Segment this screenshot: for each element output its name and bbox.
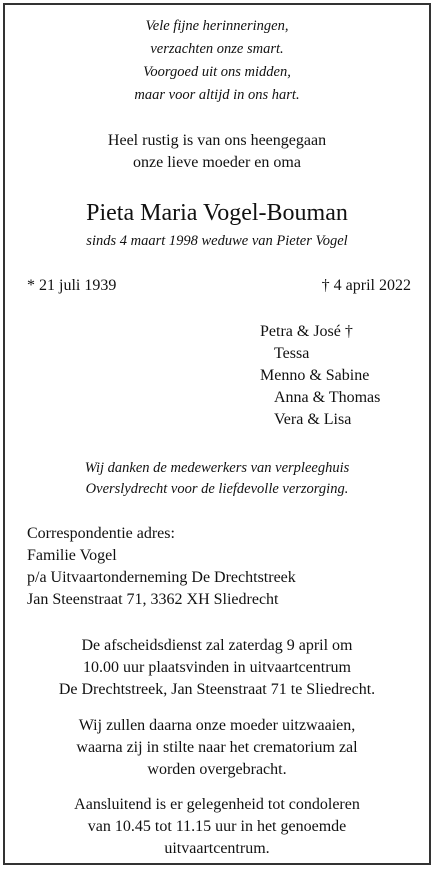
- condolence-line: van 10.45 tot 11.15 uur in het genoemde: [87, 818, 347, 835]
- condolence-details: [5, 794, 429, 860]
- service-line: De afscheidsdienst zal zaterdag 9 april om: [81, 637, 353, 654]
- obituary-card: [3, 3, 431, 865]
- poem-line: maar voor altijd in ons hart.: [134, 87, 300, 103]
- correspondence-address: [27, 523, 296, 611]
- condolence-line: uitvaartcentrum.: [164, 840, 270, 857]
- crematorium-line: waarna zij in stilte naar het crematorium zal: [76, 739, 358, 756]
- poem-line: verzachten onze smart.: [150, 41, 284, 57]
- family-member: Vera & Lisa: [274, 411, 352, 428]
- announcement-intro: [5, 130, 429, 174]
- family-list: [260, 321, 380, 431]
- address-line: Correspondentie adres:: [27, 525, 175, 542]
- poem-line: Vele fijne herinneringen,: [145, 18, 289, 34]
- address-line: Jan Steenstraat 71, 3362 XH Sliedrecht: [27, 591, 279, 608]
- thanks-line: Overslydrecht voor de liefdevolle verzorging.: [85, 481, 349, 497]
- thanks-note: [5, 458, 429, 500]
- intro-line: Heel rustig is van ons heengegaan: [107, 132, 327, 149]
- widow-note: sinds 4 maart 1998 weduwe van Pieter Vogel: [86, 233, 348, 249]
- address-line: Familie Vogel: [27, 547, 117, 564]
- condolence-line: Aansluitend is er gelegenheid tot condoleren: [74, 796, 360, 813]
- birth-date: * 21 juli 1939: [27, 277, 117, 294]
- service-details: [5, 635, 429, 701]
- crematorium-line: worden overgebracht.: [147, 761, 287, 778]
- intro-line: onze lieve moeder en oma: [133, 154, 301, 171]
- crematorium-line: Wij zullen daarna onze moeder uitzwaaien,: [78, 717, 356, 734]
- family-member: Tessa: [274, 345, 310, 362]
- poem-line: Voorgoed uit ons midden,: [143, 64, 291, 80]
- family-member: Menno & Sabine: [260, 367, 370, 384]
- address-line: p/a Uitvaartonderneming De Drechtstreek: [27, 569, 296, 586]
- service-line: De Drechtstreek, Jan Steenstraat 71 te Sliedrecht.: [58, 681, 376, 698]
- thanks-line: Wij danken de medewerkers van verpleeghuis: [84, 460, 350, 476]
- memorial-poem: [5, 15, 429, 107]
- deceased-name: Pieta Maria Vogel-Bouman: [86, 200, 348, 226]
- crematorium-note: [5, 715, 429, 781]
- service-line: 10.00 uur plaatsvinden in uitvaartcentrum: [83, 659, 351, 676]
- death-date: † 4 april 2022: [321, 277, 411, 294]
- family-member: Anna & Thomas: [274, 389, 381, 406]
- family-member: Petra & José †: [260, 323, 353, 340]
